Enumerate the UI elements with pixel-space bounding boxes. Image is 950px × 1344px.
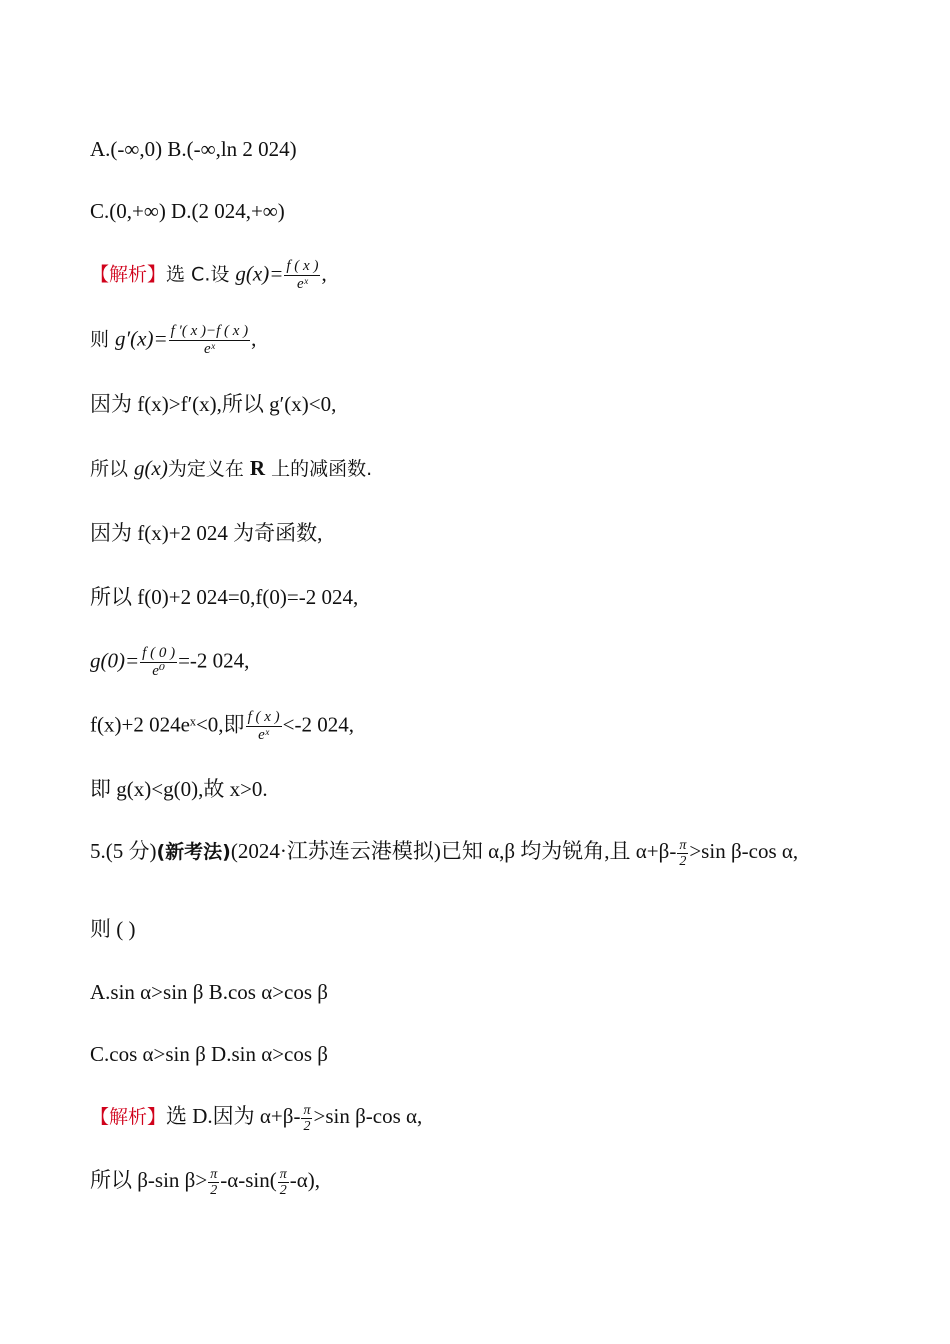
fraction: $\frac{f ( x )}{\text{eˣ}}$ <box>247 709 280 743</box>
sol4-line-2: 则 g′(x)= $\frac{f '( x )-f ( x )}{\text{eˣ}}$ , <box>90 323 257 357</box>
fraction: $\frac{\pi}{2}$ <box>679 837 687 869</box>
sol4-line-5: 因为 f(x)+2 024 为奇函数, <box>90 521 323 545</box>
sol4-line-8: f(x)+2 024eˣ<0,即 $\frac{f ( x )}{\text{eˣ}}$ <-2 024, <box>90 709 354 743</box>
analysis-tag: 【解析】 <box>90 263 167 286</box>
sol4-line-6: 所以 f(0)+2 024=0,f(0)=-2 024, <box>90 585 359 609</box>
sol4-line-4: 所以 g(x)为定义在 R 上的减函数. <box>90 456 373 480</box>
sol4-line-1: 【解析】选 C.设 g(x)= $\frac{f ( x )}{\text{eˣ}}$ , <box>90 258 327 292</box>
fraction: $\frac{f ( 0 )}{\text{e⁰}}$ <box>142 645 176 679</box>
fraction: $\frac{\pi}{2}$ <box>210 1166 218 1198</box>
q5-options-ab: A.sin α>sin β B.cos α>cos β <box>90 980 328 1004</box>
sol4-line-7: g(0)= $\frac{f ( 0 )}{\text{e⁰}}$ =-2 024, <box>90 645 250 679</box>
q5-stem-2: 则 ( ) <box>90 917 136 941</box>
sol4-line-9: 即 g(x)<g(0),故 x>0. <box>90 777 268 801</box>
sol4-line-3: 因为 f(x)>f′(x),所以 g′(x)<0, <box>90 392 337 416</box>
new-method-label: (新考法) <box>156 841 231 863</box>
fraction: $\frac{f '( x )-f ( x )}{\text{eˣ}}$ <box>170 323 249 357</box>
q5-options-cd: C.cos α>sin β D.sin α>cos β <box>90 1042 328 1066</box>
q4-options-cd: C.(0,+∞) D.(2 024,+∞) <box>90 199 285 223</box>
fraction: $\frac{f ( x )}{\text{eˣ}}$ <box>286 258 319 292</box>
sol5-line-1: 【解析】选 D.因为 α+β- $\frac{\pi}{2}$ >sin β-cos α, <box>90 1102 423 1134</box>
fraction: $\frac{\pi}{2}$ <box>303 1102 311 1134</box>
analysis-tag: 【解析】 <box>90 1106 167 1128</box>
q5-stem: 5.(5 分)(新考法)(2024·江苏连云港模拟)已知 α,β 均为锐角,且 α+β- $\frac{\pi}{2}$ >sin β-cos α, <box>90 837 799 869</box>
fraction: $\frac{\pi}{2}$ <box>279 1166 287 1198</box>
sol5-line-2: 所以 β-sin β> $\frac{\pi}{2}$ -α-sin( $\frac{\pi}{2}$ -α), <box>90 1166 320 1198</box>
q4-options-ab: A.(-∞,0) B.(-∞,ln 2 024) <box>90 137 297 161</box>
